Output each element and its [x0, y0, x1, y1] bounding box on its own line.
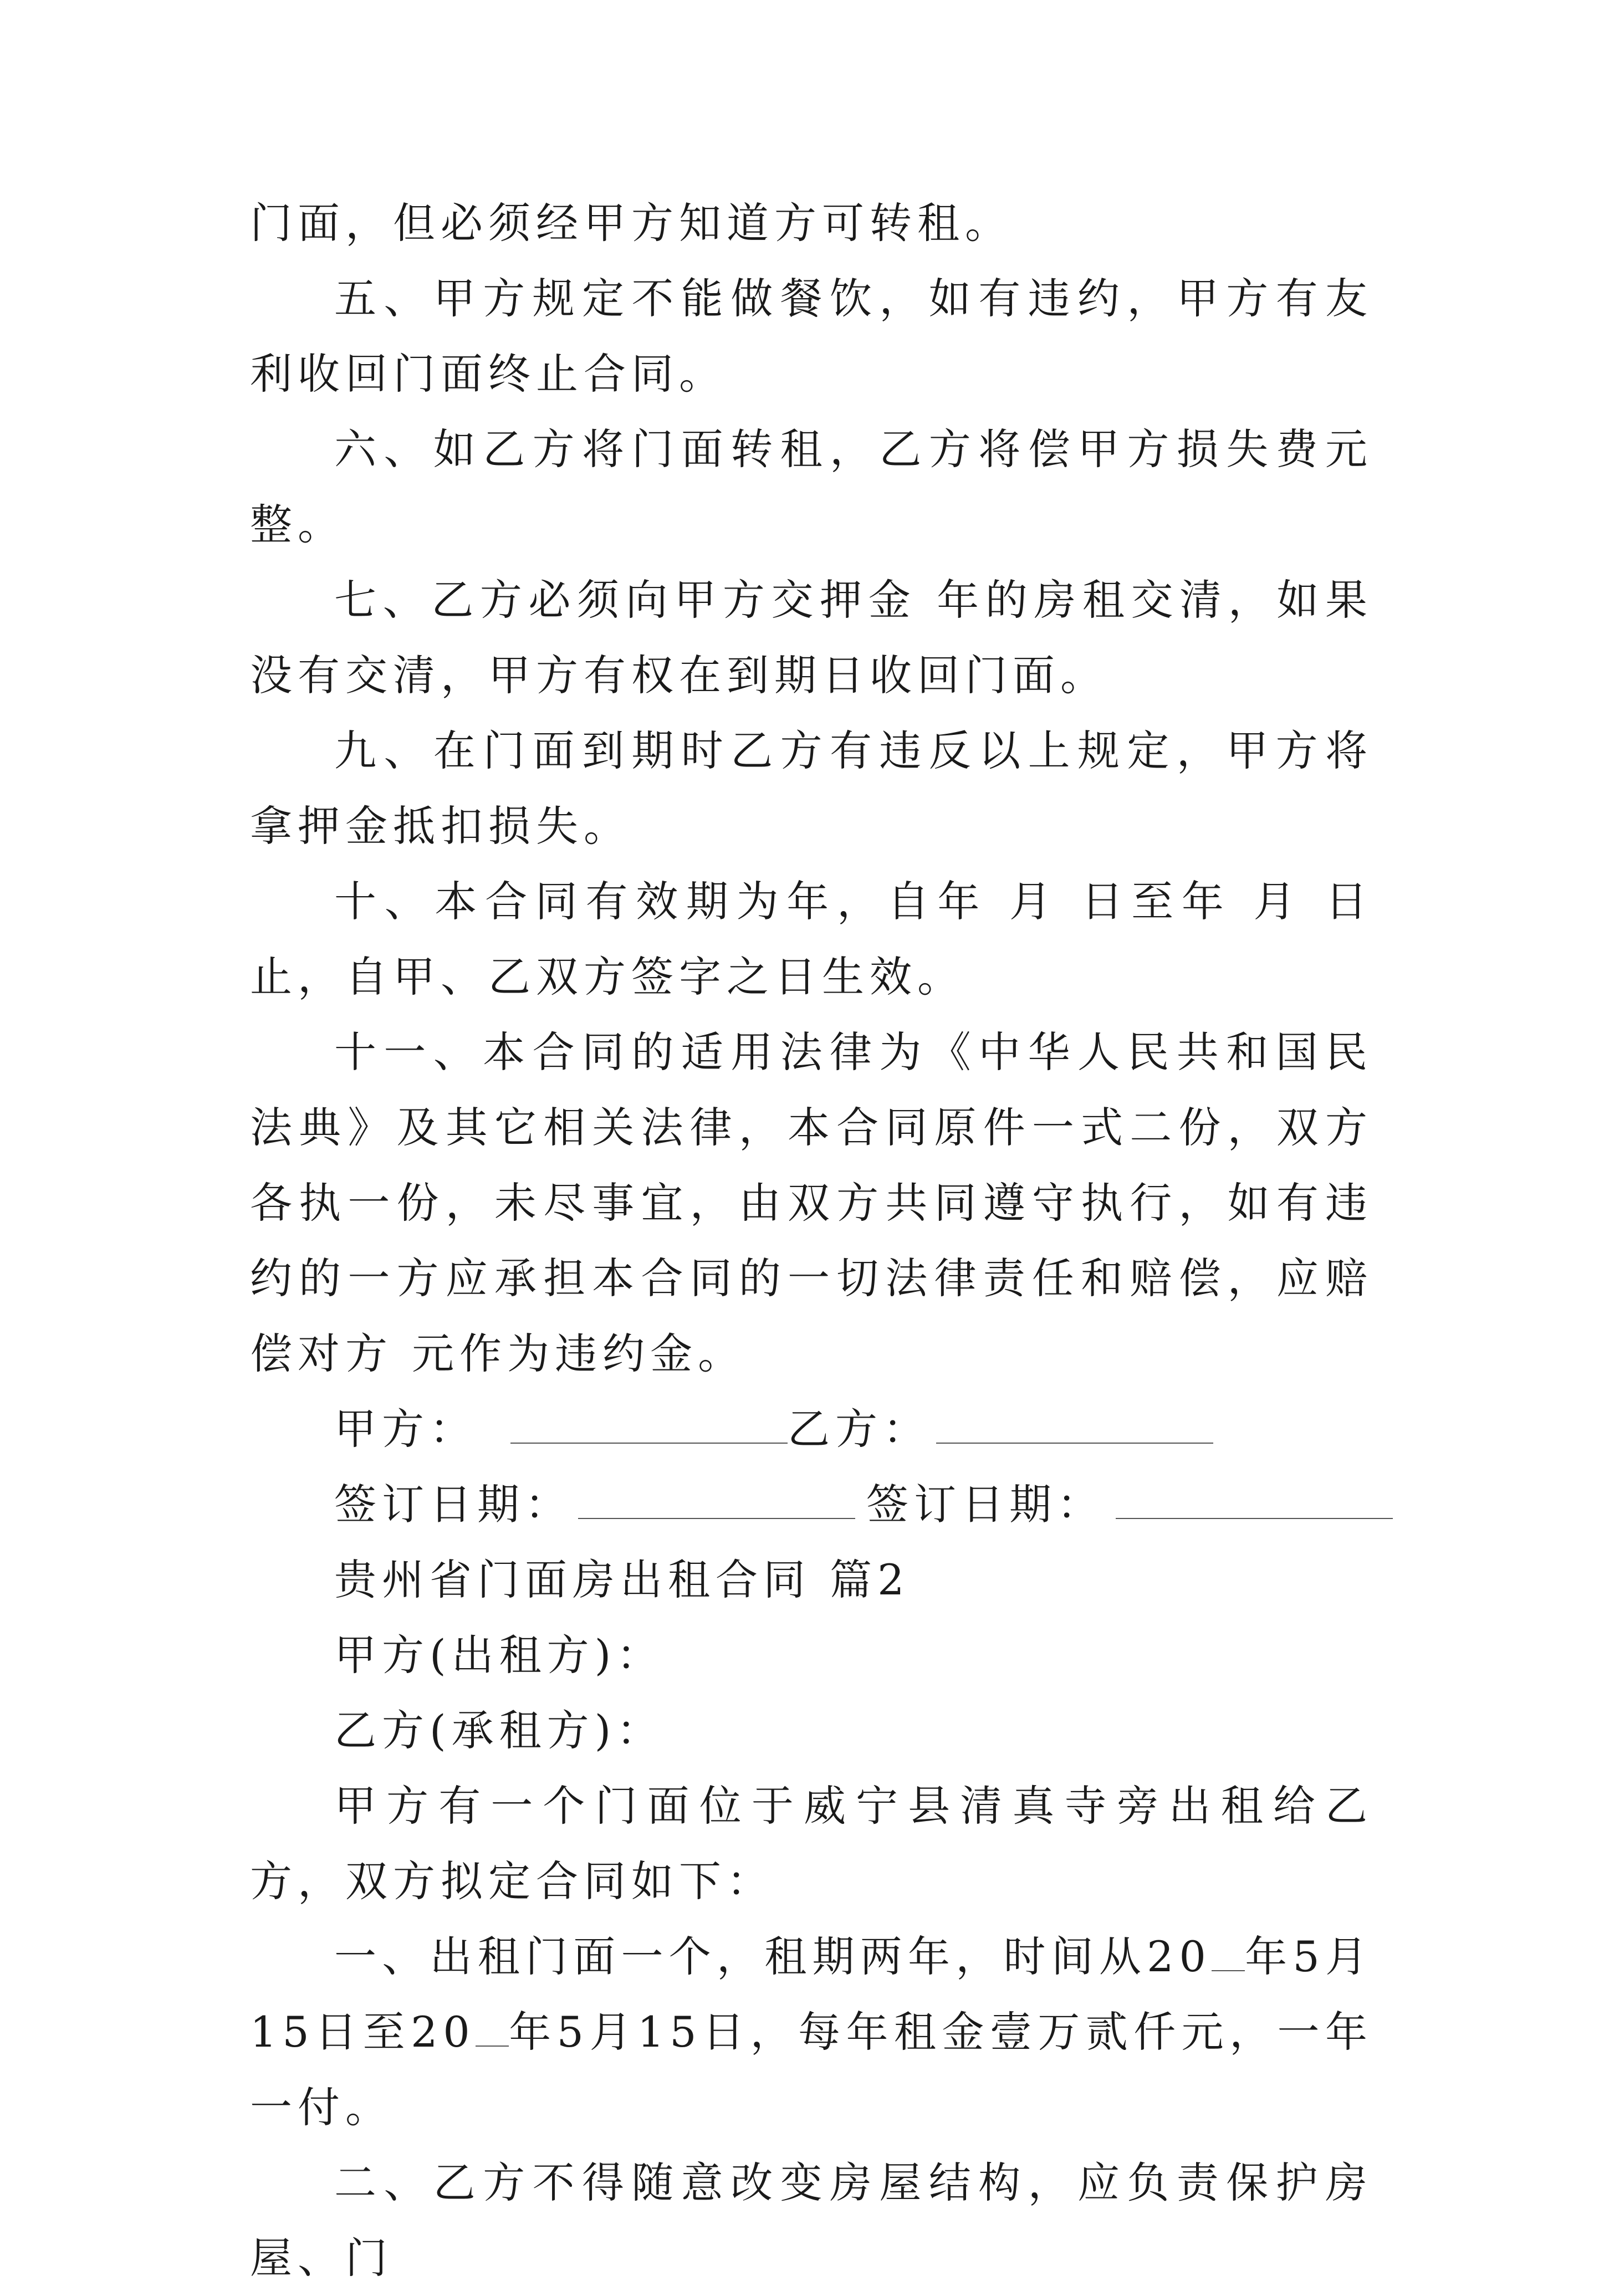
- clause-5: 五、甲方规定不能做餐饮，如有违约，甲方有友利收回门面终止合同。: [250, 274, 1373, 398]
- sign-date-a-blank: [578, 1485, 855, 1519]
- clause-10: 十、本合同有效期为年，自年 月 日至年 月 日止，自甲、乙双方签字之日生效。: [250, 877, 1373, 1001]
- contract-clause-1: [250, 1919, 1373, 2145]
- clause-11: 十一、本合同的适用法律为《中华人民共和国民法典》及其它相关法律，本合同原件一式二份，双方各执一份，未尽事宜，由双方共同遵守执行，如有违约的一方应承担本合同的一切法律责任和赔偿，应赔偿对方 元作为违约金。: [250, 1027, 1373, 1378]
- document-body: [250, 186, 1373, 2296]
- signature-dates-line: [250, 1467, 1373, 1542]
- year-blank-2: [476, 2012, 509, 2047]
- party-b-lessee: 乙方(承租方)：: [334, 1706, 665, 1755]
- clause-6: 六、如乙方将门面转租，乙方将偿甲方损失费元整。: [250, 425, 1373, 549]
- intro-paragraph: 甲方有一个门面位于威宁县清真寺旁出租给乙方，双方拟定合同如下：: [250, 1781, 1373, 1906]
- clause-1-part-3: 年5月15日，每年租金壹万贰仟元，一年一付。: [250, 2007, 1373, 2132]
- section-heading-2: 贵州省门面房出租合同 篇2: [334, 1555, 910, 1604]
- party-b-signature-blank: [936, 1409, 1213, 1444]
- party-a-lessor: 甲方(出租方)：: [334, 1630, 665, 1680]
- party-a-signature-blank: [510, 1409, 788, 1444]
- contract-clause-2: 二、乙方不得随意改变房屋结构，应负责保护房屋、门: [250, 2158, 1373, 2283]
- clause-9: 九、在门面到期时乙方有违反以上规定，甲方将拿押金抵扣损失。: [250, 726, 1373, 851]
- sign-date-b-blank: [1116, 1485, 1393, 1519]
- signature-parties-line: [250, 1392, 1373, 1467]
- sign-date-a-label: 签订日期：: [334, 1480, 573, 1529]
- clause-1-part-2: 年5月15日至20: [250, 1932, 1373, 2057]
- party-a-label: 甲方：: [334, 1404, 477, 1454]
- clause-1-part-1: 一、出租门面一个，租期两年，时间从20: [334, 1932, 1212, 1981]
- sign-date-b-label: 签订日期：: [866, 1480, 1105, 1529]
- year-blank-1: [1212, 1937, 1245, 1971]
- clause-7: 七、乙方必须向甲方交押金 年的房租交清，如果没有交清，甲方有权在到期日收回门面。: [250, 575, 1373, 700]
- party-b-label: 乙方：: [788, 1404, 931, 1454]
- paragraph-sublease-note: 门面，但必须经甲方知道方可转租。: [250, 198, 1013, 248]
